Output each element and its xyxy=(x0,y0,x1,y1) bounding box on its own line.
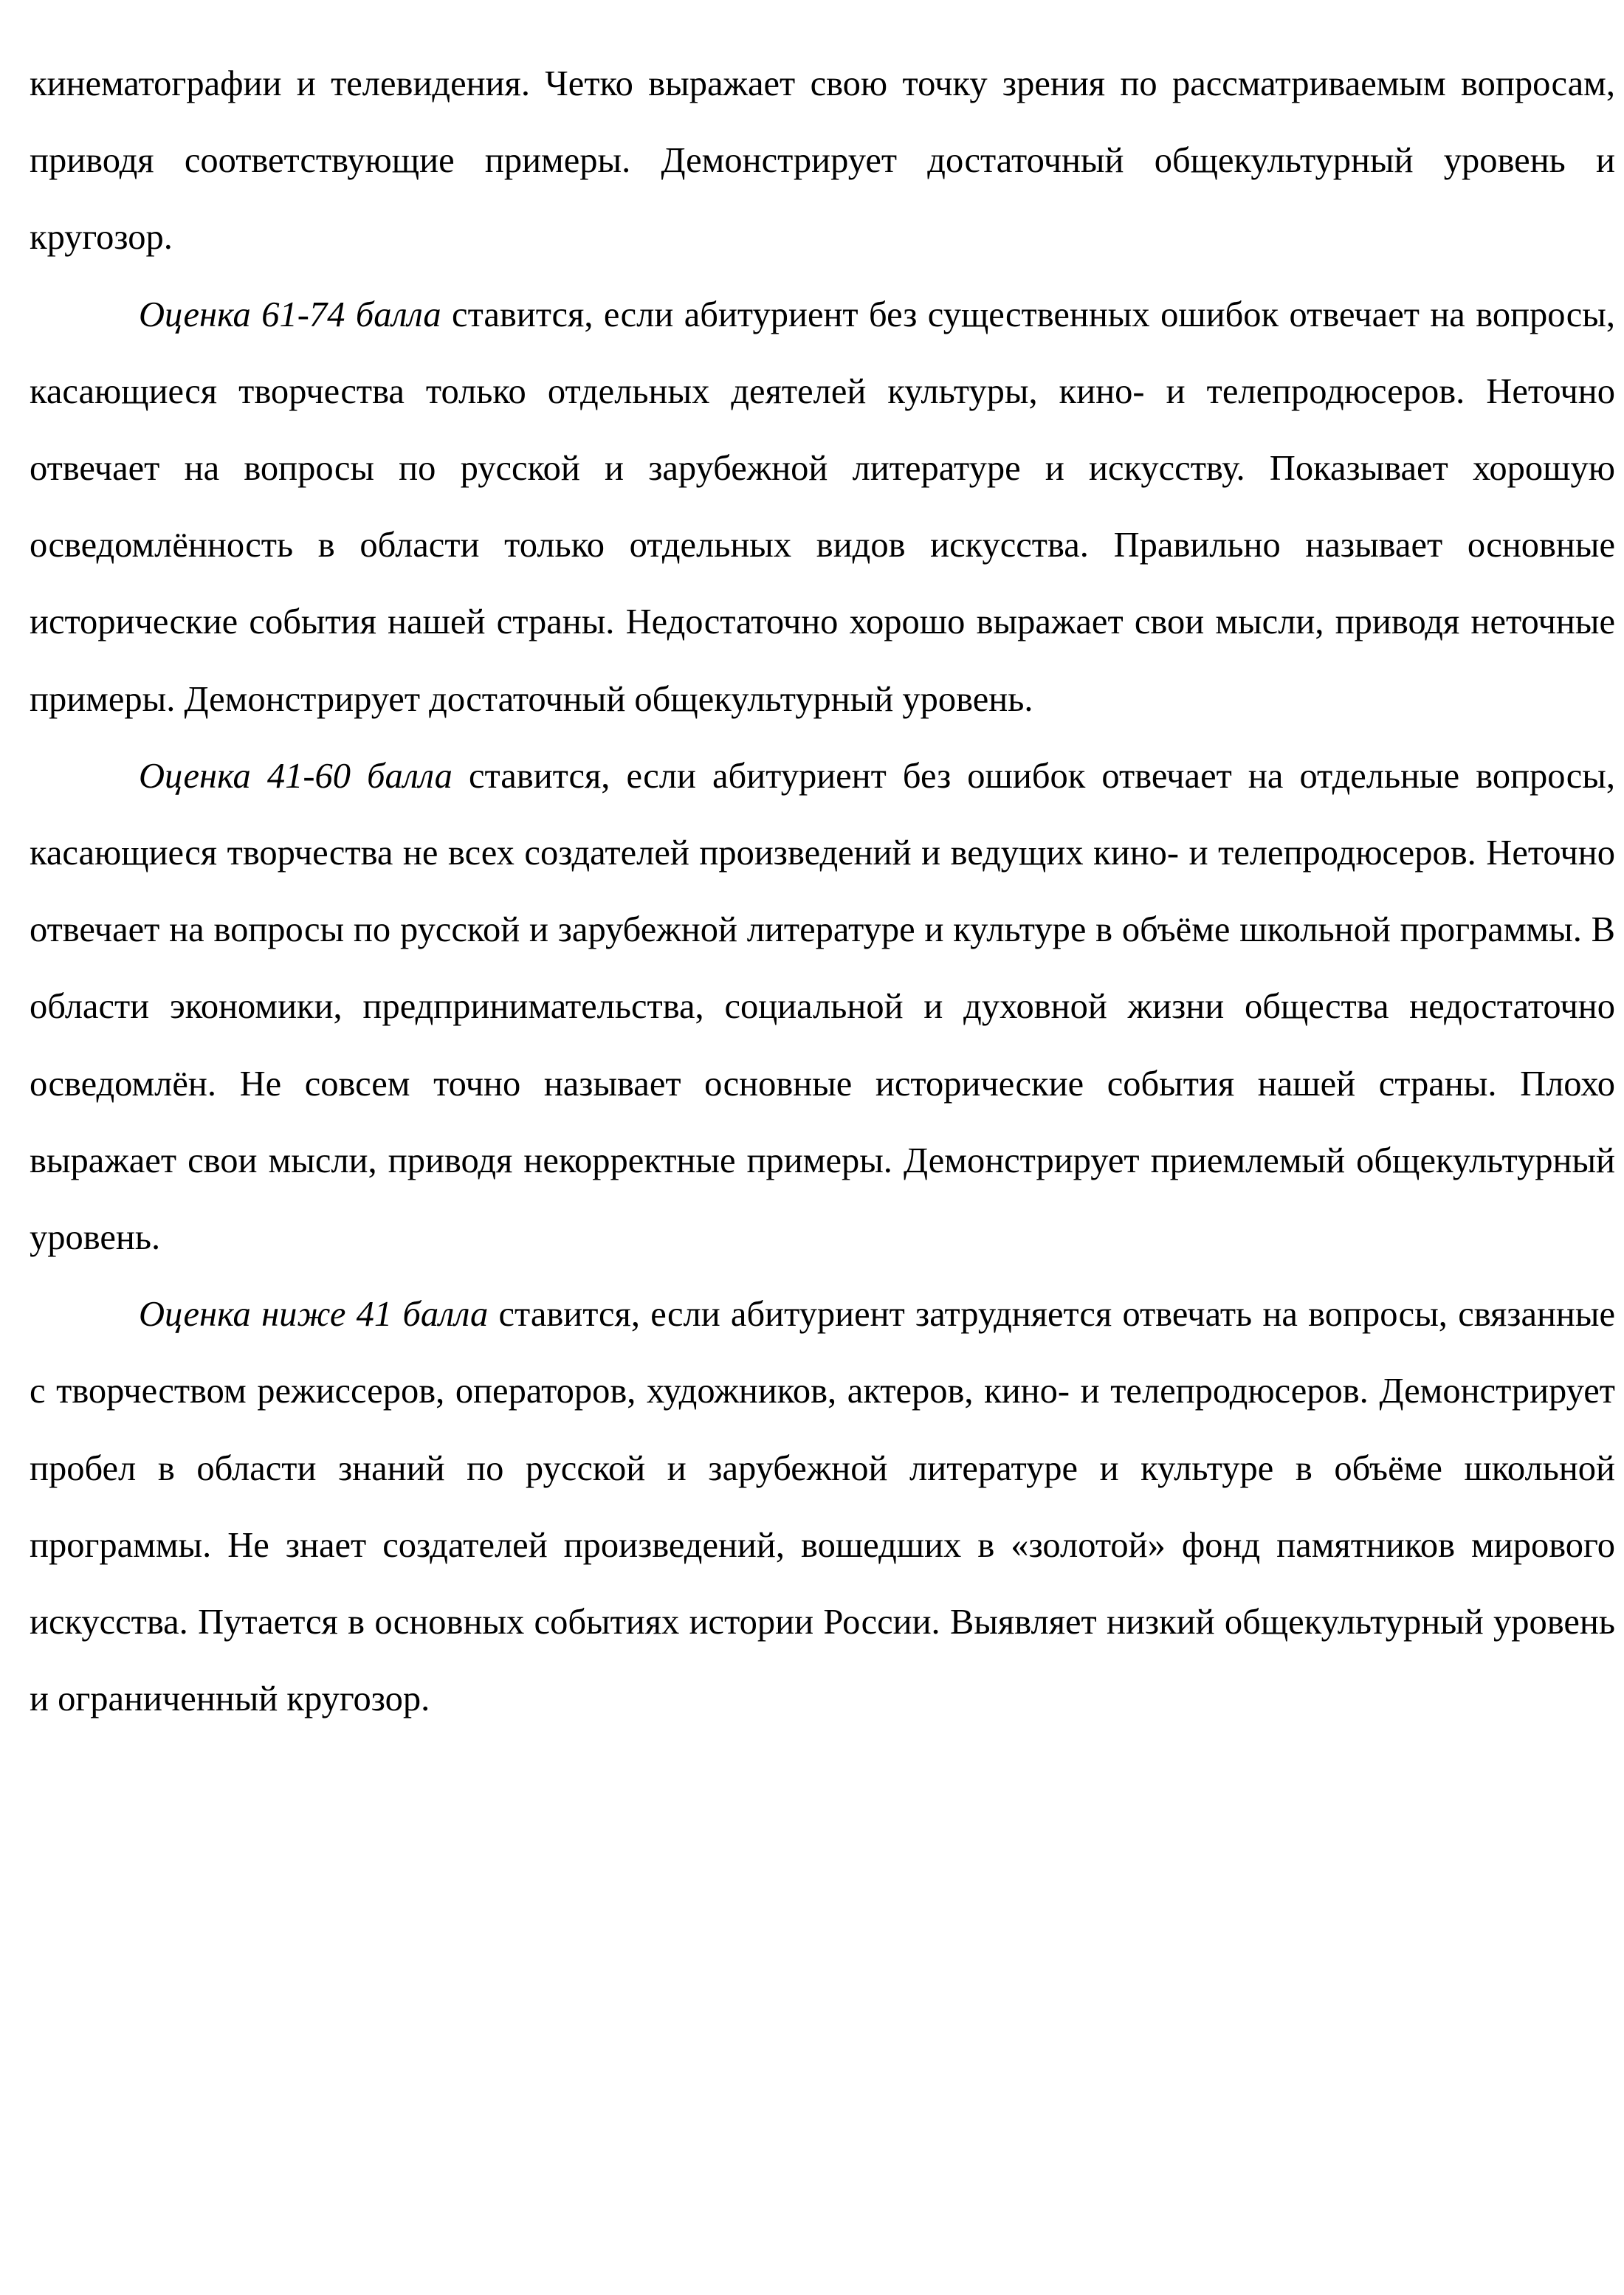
grade-heading: Оценка 61-74 балла xyxy=(139,295,441,334)
paragraph-text: ставится, если абитуриент затрудняется отвечать на вопросы, связанные с творчеством режиссеров, операторов, художников, актеров, кино- и телепродюсеров. Демонстрирует пробел в области знаний по русской и зарубежной литературе и культуре в объёме школьной программы. Не знает создателей произведений, вошедших в «золотой» фонд памятников мирового искусства. Путается в основных событиях истории России. Выявляет низкий общекультурный уровень и ограниченный кругозор. xyxy=(30,1295,1616,1719)
paragraph-text: ставится, если абитуриент без существенных ошибок отвечает на вопросы, касающиеся творчества только отдельных деятелей культуры, кино- и телепродюсеров. Неточно отвечает на вопросы по русской и зарубежной литературе и искусству. Показывает хорошую осведомлённость в области только отдельных видов искусства. Правильно называет основные исторические события нашей страны. Недостаточно хорошо выражает свои мысли, приводя неточные примеры. Демонстрирует достаточный общекультурный уровень. xyxy=(30,295,1615,719)
paragraph-continuation xyxy=(30,46,1615,277)
document-page xyxy=(30,46,1615,1738)
paragraph-grade-below-41 xyxy=(30,1276,1615,1738)
paragraph-grade-61-74 xyxy=(30,277,1615,738)
grade-heading: Оценка ниже 41 балла xyxy=(139,1295,489,1335)
grade-heading: Оценка 41-60 балла xyxy=(139,756,453,796)
paragraph-text: ставится, если абитуриент без ошибок отвечает на отдельные вопросы, касающиеся творчества не всех создателей произведений и ведущих кино- и телепродюсеров. Неточно отвечает на вопросы по русской и зарубежной литературе и культуре в объёме школьной программы. В области экономики, предпринимательства, социальной и духовной жизни общества недостаточно осведомлён. Не совсем точно называет основные исторические события нашей страны. Плохо выражает свои мысли, приводя некорректные примеры. Демонстрирует приемлемый общекультурный уровень. xyxy=(30,756,1615,1258)
paragraph-grade-41-60 xyxy=(30,738,1615,1276)
paragraph-text: кинематографии и телевидения. Четко выражает свою точку зрения по рассматриваемым вопросам, приводя соответствующие примеры. Демонстрирует достаточный общекультурный уровень и кругозор. xyxy=(30,64,1615,258)
